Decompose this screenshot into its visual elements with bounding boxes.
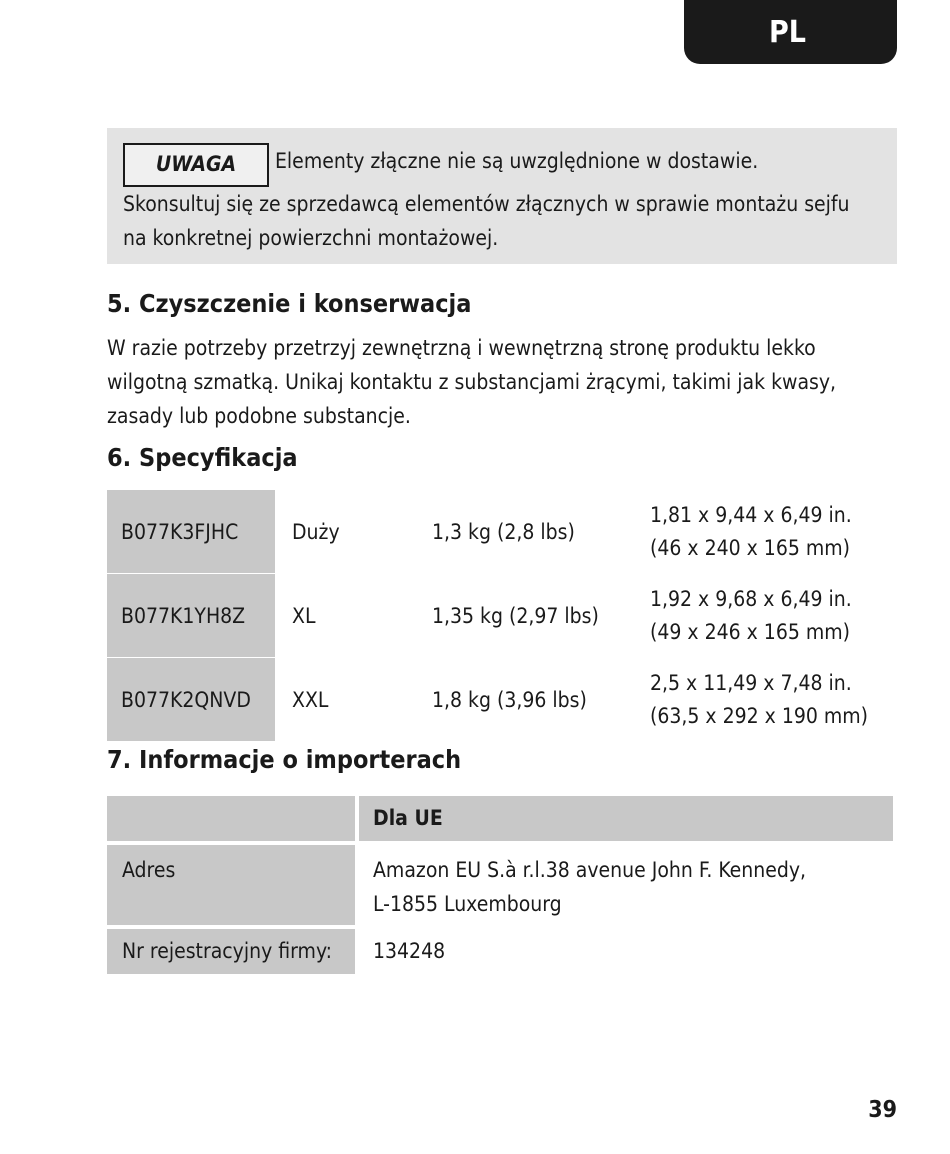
importer-address-line-1: Amazon EU S.à r.l.38 avenue John F. Kennedy, <box>373 858 807 882</box>
importer-address-label: Adres <box>107 845 355 925</box>
section-5-line-2: wilgotną szmatką. Unikaj kontaktu z substancjami żrącymi, takimi jak kwasy, <box>107 370 837 394</box>
spec-dimensions-mm: (49 x 246 x 165 mm) <box>650 619 851 644</box>
spec-size: XXL <box>292 687 329 712</box>
spec-row <box>107 490 897 573</box>
importer-address-line-2: L-1855 Luxembourg <box>373 892 562 916</box>
spec-weight: 1,8 kg (3,96 lbs) <box>432 687 587 712</box>
spec-size: Duży <box>292 519 340 544</box>
importer-registration-label: Nr rejestracyjny firmy: <box>107 929 355 974</box>
note-box <box>107 128 897 264</box>
spec-row <box>107 574 897 657</box>
page-number: 39 <box>868 1097 897 1123</box>
importer-address-row <box>107 845 893 925</box>
spec-model-code: B077K2QNVD <box>107 658 276 741</box>
spec-model-code: B077K1YH8Z <box>107 574 276 657</box>
importer-address-value <box>359 845 893 925</box>
language-tab: PL <box>684 0 897 64</box>
note-badge: UWAGA <box>123 143 269 187</box>
spec-weight: 1,35 kg (2,97 lbs) <box>432 603 599 628</box>
spec-model-code: B077K3FJHC <box>107 490 276 573</box>
section-5-heading: 5. Czyszczenie i konserwacja <box>107 289 472 318</box>
importer-header-row <box>107 796 893 841</box>
section-7-heading: 7. Informacje o importerach <box>107 745 462 774</box>
note-line-1: Elementy złączne nie są uwzględnione w dostawie. <box>275 149 759 173</box>
spec-size: XL <box>292 603 316 628</box>
importer-registration-value: 134248 <box>373 939 446 963</box>
importer-table <box>107 796 893 978</box>
importer-header-value: Dla UE <box>359 796 893 841</box>
spec-dimensions-in: 1,81 x 9,44 x 6,49 in. <box>650 502 852 527</box>
spec-row <box>107 658 897 741</box>
spec-dimensions-mm: (46 x 240 x 165 mm) <box>650 535 851 560</box>
section-5-line-1: W razie potrzeby przetrzyj zewnętrzną i wewnętrzną stronę produktu lekko <box>107 336 816 360</box>
specification-table <box>107 490 897 741</box>
note-line-2: Skonsultuj się ze sprzedawcą elementów złącznych w sprawie montażu sejfu <box>123 192 850 216</box>
section-6-heading: 6. Specyfikacja <box>107 443 298 472</box>
note-line-3: na konkretnej powierzchni montażowej. <box>123 226 499 250</box>
importer-header-empty-cell <box>107 796 355 841</box>
spec-weight: 1,3 kg (2,8 lbs) <box>432 519 575 544</box>
spec-dimensions <box>636 658 897 741</box>
spec-dimensions <box>636 490 897 573</box>
spec-dimensions <box>636 574 897 657</box>
importer-registration-row <box>107 929 893 974</box>
section-5-line-3: zasady lub podobne substancje. <box>107 404 411 428</box>
spec-dimensions-in: 2,5 x 11,49 x 7,48 in. <box>650 670 852 695</box>
spec-dimensions-in: 1,92 x 9,68 x 6,49 in. <box>650 586 852 611</box>
section-5-text <box>107 331 907 433</box>
spec-dimensions-mm: (63,5 x 292 x 190 mm) <box>650 703 869 728</box>
